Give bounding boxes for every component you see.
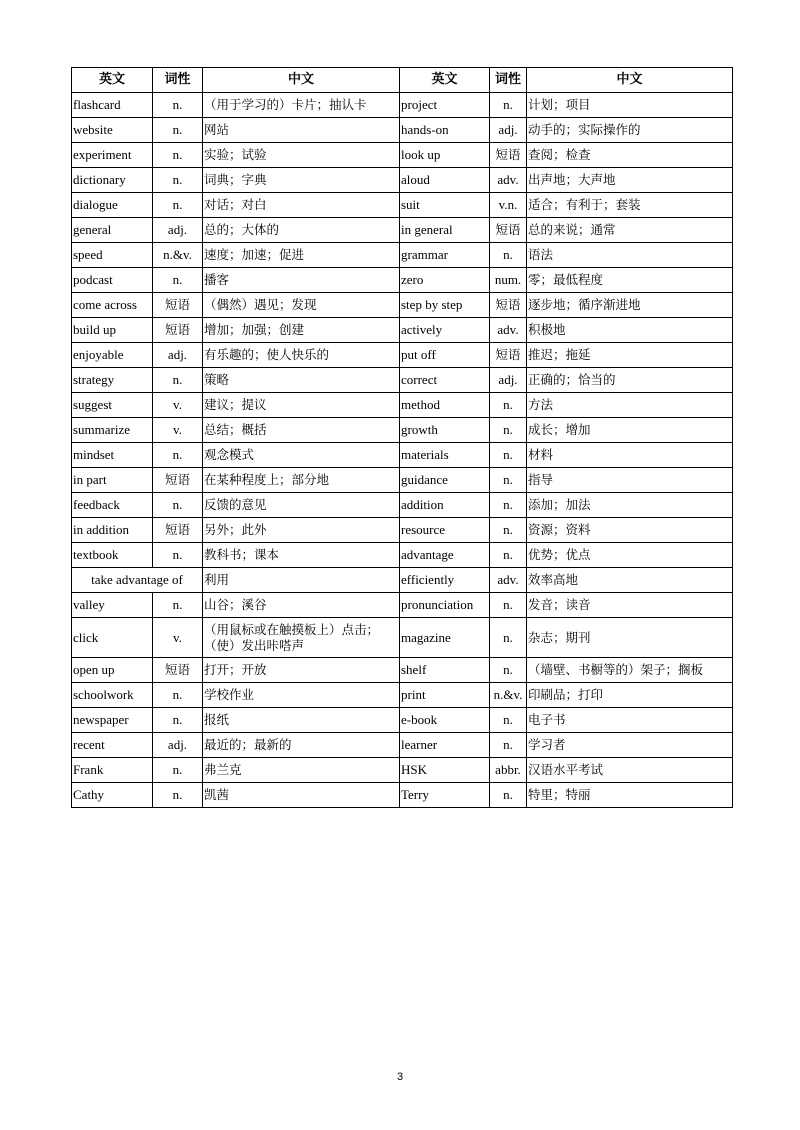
header-english-1: 英文: [72, 68, 153, 93]
chinese-meaning-2: 电子书: [527, 708, 733, 733]
chinese-meaning-1: 有乐趣的；使人快乐的: [203, 343, 400, 368]
english-term-1: dialogue: [72, 193, 153, 218]
part-of-speech-1: n.: [153, 168, 203, 193]
english-term-2: HSK: [400, 758, 490, 783]
part-of-speech-1: n.: [153, 268, 203, 293]
english-term-2: magazine: [400, 618, 490, 658]
english-term-1: podcast: [72, 268, 153, 293]
table-row: [72, 243, 733, 268]
english-term-2: resource: [400, 518, 490, 543]
english-term-2: aloud: [400, 168, 490, 193]
part-of-speech-1: v.: [153, 418, 203, 443]
part-of-speech-2: n.: [490, 243, 527, 268]
table-row: [72, 593, 733, 618]
english-term-1: experiment: [72, 143, 153, 168]
part-of-speech-2: n.: [490, 618, 527, 658]
part-of-speech-1: 短语: [153, 293, 203, 318]
part-of-speech-2: n.: [490, 418, 527, 443]
table-row: [72, 143, 733, 168]
part-of-speech-1: 短语: [153, 318, 203, 343]
table-row: [72, 518, 733, 543]
english-term-2: addition: [400, 493, 490, 518]
chinese-meaning-1: 打开；开放: [203, 658, 400, 683]
english-term-1: summarize: [72, 418, 153, 443]
table-row: [72, 368, 733, 393]
part-of-speech-2: 短语: [490, 343, 527, 368]
table-row: [72, 683, 733, 708]
part-of-speech-1: adj.: [153, 343, 203, 368]
chinese-meaning-1: 速度；加速；促进: [203, 243, 400, 268]
english-term-1: mindset: [72, 443, 153, 468]
part-of-speech-1: n.&v.: [153, 243, 203, 268]
part-of-speech-2: n.: [490, 493, 527, 518]
english-term-2: materials: [400, 443, 490, 468]
english-term-2: shelf: [400, 658, 490, 683]
chinese-meaning-1: 弗兰克: [203, 758, 400, 783]
part-of-speech-1: v.: [153, 618, 203, 658]
table-row: [72, 268, 733, 293]
chinese-meaning-1: 建议；提议: [203, 393, 400, 418]
part-of-speech-2: 短语: [490, 293, 527, 318]
chinese-meaning-1: 最近的；最新的: [203, 733, 400, 758]
english-term-1: dictionary: [72, 168, 153, 193]
english-term-1: textbook: [72, 543, 153, 568]
english-term-1: newspaper: [72, 708, 153, 733]
table-row: [72, 443, 733, 468]
part-of-speech-1: n.: [153, 758, 203, 783]
chinese-meaning-2: 效率高地: [527, 568, 733, 593]
english-term-2: grammar: [400, 243, 490, 268]
english-term-1: build up: [72, 318, 153, 343]
english-term-2: efficiently: [400, 568, 490, 593]
english-term-1: schoolwork: [72, 683, 153, 708]
part-of-speech-1: v.: [153, 393, 203, 418]
english-term-2: put off: [400, 343, 490, 368]
part-of-speech-1: n.: [153, 443, 203, 468]
part-of-speech-2: adv.: [490, 168, 527, 193]
part-of-speech-1: n.: [153, 543, 203, 568]
header-chinese-1: 中文: [203, 68, 400, 93]
part-of-speech-2: abbr.: [490, 758, 527, 783]
part-of-speech-1: n.: [153, 708, 203, 733]
header-chinese-2: 中文: [527, 68, 733, 93]
part-of-speech-1: n.: [153, 683, 203, 708]
chinese-meaning-2: 优势；优点: [527, 543, 733, 568]
chinese-meaning-2: 出声地；大声地: [527, 168, 733, 193]
english-term-2: pronunciation: [400, 593, 490, 618]
english-term-1: general: [72, 218, 153, 243]
part-of-speech-2: 短语: [490, 218, 527, 243]
part-of-speech-1: 短语: [153, 518, 203, 543]
part-of-speech-1: n.: [153, 493, 203, 518]
table-row: [72, 93, 733, 118]
part-of-speech-1: 短语: [153, 468, 203, 493]
english-term-1: in addition: [72, 518, 153, 543]
english-term-2: actively: [400, 318, 490, 343]
english-term-2: e-book: [400, 708, 490, 733]
table-row: [72, 218, 733, 243]
english-term-1: speed: [72, 243, 153, 268]
chinese-meaning-1: 网站: [203, 118, 400, 143]
chinese-meaning-1: 山谷；溪谷: [203, 593, 400, 618]
chinese-meaning-2: 汉语水平考试: [527, 758, 733, 783]
table-row: [72, 568, 733, 593]
english-term-2: zero: [400, 268, 490, 293]
chinese-meaning-2: 指导: [527, 468, 733, 493]
part-of-speech-1: n.: [153, 118, 203, 143]
table-row: [72, 658, 733, 683]
part-of-speech-1: n.: [153, 93, 203, 118]
english-term-2: hands-on: [400, 118, 490, 143]
english-term-2: method: [400, 393, 490, 418]
chinese-meaning-2: 适合；有利于；套装: [527, 193, 733, 218]
chinese-meaning-2: 成长；增加: [527, 418, 733, 443]
part-of-speech-2: n.: [490, 543, 527, 568]
chinese-meaning-2: 添加；加法: [527, 493, 733, 518]
chinese-meaning-1: 观念模式: [203, 443, 400, 468]
chinese-meaning-2: 学习者: [527, 733, 733, 758]
english-term-1: strategy: [72, 368, 153, 393]
part-of-speech-2: num.: [490, 268, 527, 293]
part-of-speech-2: n.&v.: [490, 683, 527, 708]
english-term-1: come across: [72, 293, 153, 318]
chinese-meaning-1: 教科书；课本: [203, 543, 400, 568]
chinese-meaning-1: 播客: [203, 268, 400, 293]
chinese-meaning-2: 逐步地；循序渐进地: [527, 293, 733, 318]
part-of-speech-1: adj.: [153, 218, 203, 243]
table-row: [72, 708, 733, 733]
chinese-meaning-2: 计划；项目: [527, 93, 733, 118]
english-term-2: guidance: [400, 468, 490, 493]
chinese-meaning-2: 特里；特丽: [527, 783, 733, 808]
english-term-1: click: [72, 618, 153, 658]
header-pos-1: 词性: [153, 68, 203, 93]
table-row: [72, 118, 733, 143]
table-row: [72, 733, 733, 758]
chinese-meaning-1: 对话；对白: [203, 193, 400, 218]
part-of-speech-1: 短语: [153, 658, 203, 683]
header-english-2: 英文: [400, 68, 490, 93]
chinese-meaning-1: 另外；此外: [203, 518, 400, 543]
chinese-meaning-1: 策略: [203, 368, 400, 393]
table-row: [72, 168, 733, 193]
part-of-speech-1: n.: [153, 143, 203, 168]
part-of-speech-2: n.: [490, 708, 527, 733]
chinese-meaning-2: 印刷品；打印: [527, 683, 733, 708]
chinese-meaning-1: 反馈的意见: [203, 493, 400, 518]
chinese-meaning-2: 语法: [527, 243, 733, 268]
english-term-2: in general: [400, 218, 490, 243]
part-of-speech-1: adj.: [153, 733, 203, 758]
chinese-meaning-1: 总的；大体的: [203, 218, 400, 243]
part-of-speech-1: n.: [153, 593, 203, 618]
part-of-speech-2: adv.: [490, 318, 527, 343]
chinese-meaning-2: 推迟；拖延: [527, 343, 733, 368]
chinese-meaning-1: 总结；概括: [203, 418, 400, 443]
chinese-meaning-2: 方法: [527, 393, 733, 418]
chinese-meaning-1: 学校作业: [203, 683, 400, 708]
part-of-speech-2: n.: [490, 783, 527, 808]
chinese-meaning-1: 实验；试验: [203, 143, 400, 168]
english-term-1: Cathy: [72, 783, 153, 808]
part-of-speech-2: n.: [490, 468, 527, 493]
table-row: [72, 493, 733, 518]
part-of-speech-2: n.: [490, 393, 527, 418]
part-of-speech-2: adv.: [490, 568, 527, 593]
table-row: [72, 543, 733, 568]
chinese-meaning-2: 积极地: [527, 318, 733, 343]
table-row: [72, 618, 733, 658]
page-number: 3: [396, 1071, 404, 1083]
table-row: [72, 193, 733, 218]
chinese-meaning-1: （用鼠标或在触摸板上）点击；（使）发出咔嗒声: [203, 618, 400, 658]
chinese-meaning-2: 动手的；实际操作的: [527, 118, 733, 143]
part-of-speech-2: n.: [490, 733, 527, 758]
part-of-speech-2: n.: [490, 658, 527, 683]
table-row: [72, 418, 733, 443]
english-term-2: look up: [400, 143, 490, 168]
english-term-1: enjoyable: [72, 343, 153, 368]
english-term-2: project: [400, 93, 490, 118]
part-of-speech-2: n.: [490, 518, 527, 543]
chinese-meaning-1: （用于学习的）卡片；抽认卡: [203, 93, 400, 118]
part-of-speech-2: n.: [490, 93, 527, 118]
chinese-meaning-2: 正确的；恰当的: [527, 368, 733, 393]
chinese-meaning-2: 材料: [527, 443, 733, 468]
english-term-1: take advantage of: [72, 568, 203, 593]
chinese-meaning-1: （偶然）遇见；发现: [203, 293, 400, 318]
chinese-meaning-2: 发音；读音: [527, 593, 733, 618]
english-term-1: suggest: [72, 393, 153, 418]
chinese-meaning-2: 查阅；检查: [527, 143, 733, 168]
chinese-meaning-1: 词典；字典: [203, 168, 400, 193]
chinese-meaning-2: 总的来说；通常: [527, 218, 733, 243]
part-of-speech-2: adj.: [490, 118, 527, 143]
english-term-2: advantage: [400, 543, 490, 568]
english-term-1: website: [72, 118, 153, 143]
chinese-meaning-1: 报纸: [203, 708, 400, 733]
header-row: [72, 68, 733, 93]
english-term-1: feedback: [72, 493, 153, 518]
vocabulary-table: [71, 67, 733, 808]
english-term-1: flashcard: [72, 93, 153, 118]
part-of-speech-1: n.: [153, 783, 203, 808]
chinese-meaning-2: 资源；资料: [527, 518, 733, 543]
english-term-1: open up: [72, 658, 153, 683]
table-row: [72, 468, 733, 493]
part-of-speech-1: n.: [153, 193, 203, 218]
chinese-meaning-1: 在某种程度上；部分地: [203, 468, 400, 493]
part-of-speech-2: v.n.: [490, 193, 527, 218]
chinese-meaning-2: （墙壁、书橱等的）架子；搁板: [527, 658, 733, 683]
part-of-speech-1: n.: [153, 368, 203, 393]
vocabulary-body: [72, 93, 733, 808]
part-of-speech-2: n.: [490, 593, 527, 618]
english-term-1: Frank: [72, 758, 153, 783]
chinese-meaning-2: 零；最低程度: [527, 268, 733, 293]
english-term-2: growth: [400, 418, 490, 443]
english-term-2: Terry: [400, 783, 490, 808]
part-of-speech-2: adj.: [490, 368, 527, 393]
table-row: [72, 393, 733, 418]
table-row: [72, 293, 733, 318]
chinese-meaning-1: 增加；加强；创建: [203, 318, 400, 343]
english-term-1: recent: [72, 733, 153, 758]
english-term-2: learner: [400, 733, 490, 758]
english-term-2: suit: [400, 193, 490, 218]
table-row: [72, 783, 733, 808]
english-term-2: correct: [400, 368, 490, 393]
part-of-speech-2: 短语: [490, 143, 527, 168]
english-term-1: in part: [72, 468, 153, 493]
part-of-speech-2: n.: [490, 443, 527, 468]
table-row: [72, 758, 733, 783]
table-row: [72, 343, 733, 368]
table-row: [72, 318, 733, 343]
chinese-meaning-1: 利用: [203, 568, 400, 593]
english-term-2: step by step: [400, 293, 490, 318]
english-term-1: valley: [72, 593, 153, 618]
header-pos-2: 词性: [490, 68, 527, 93]
chinese-meaning-2: 杂志；期刊: [527, 618, 733, 658]
chinese-meaning-1: 凯茜: [203, 783, 400, 808]
english-term-2: print: [400, 683, 490, 708]
